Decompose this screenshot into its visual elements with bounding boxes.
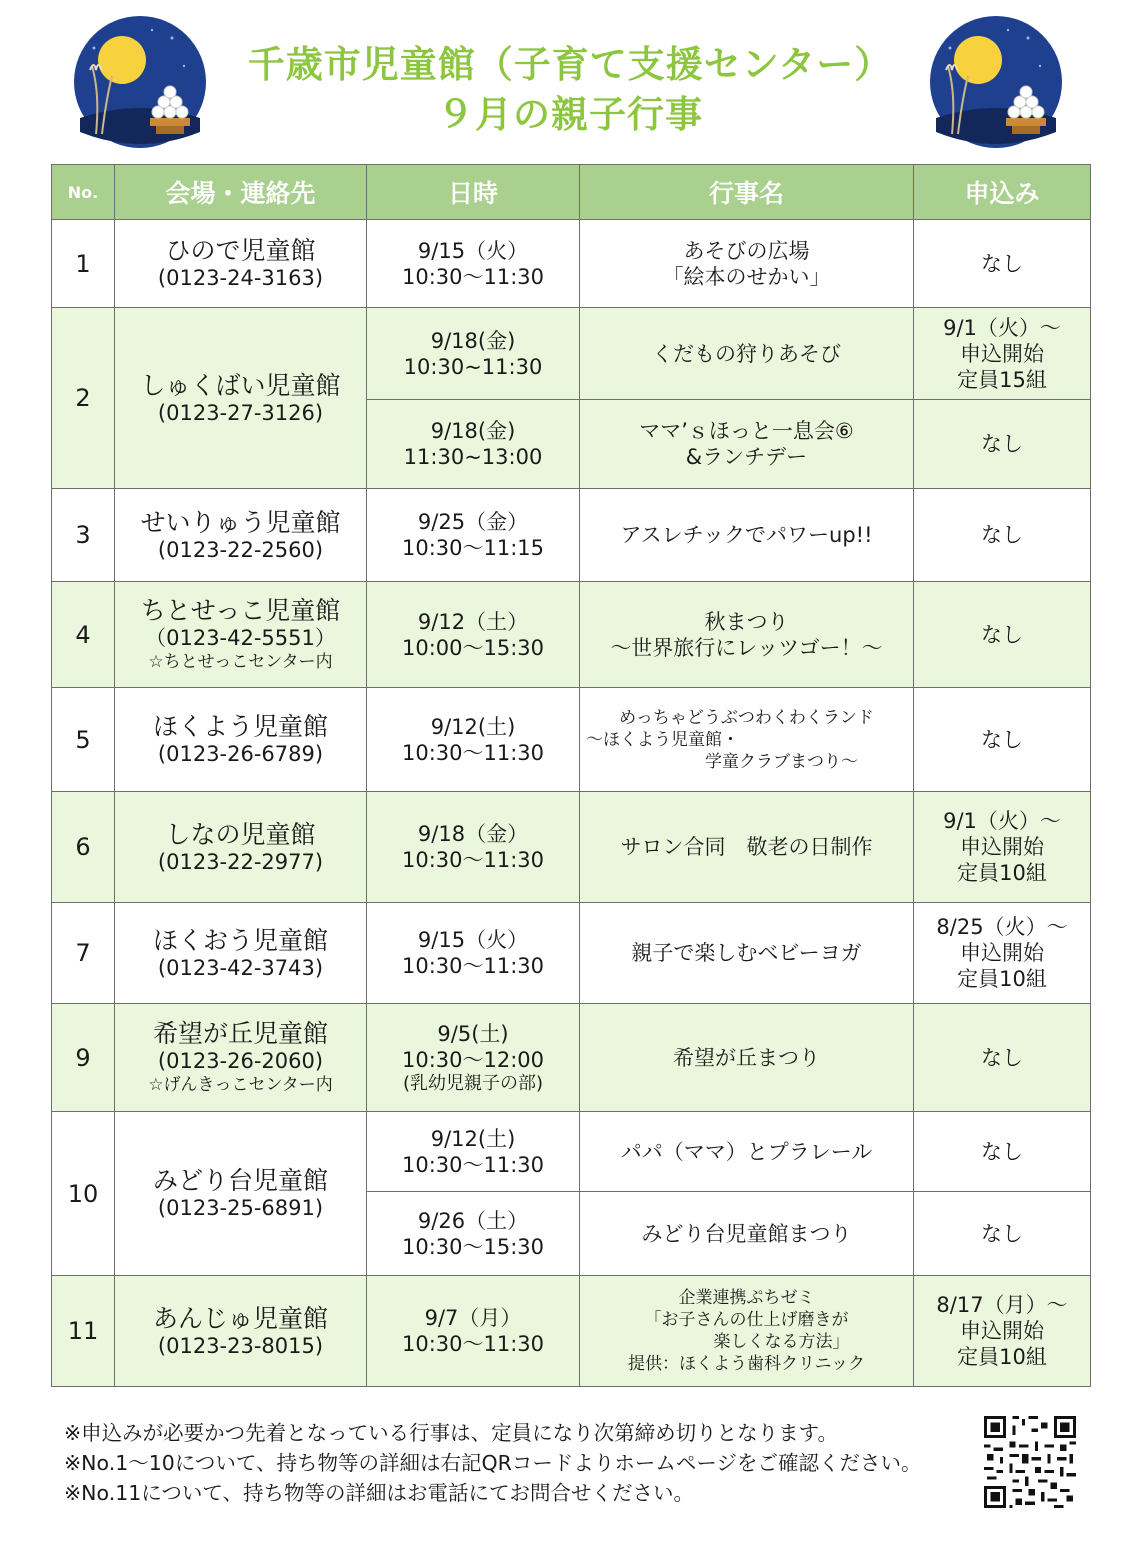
venue-cell (115, 220, 367, 308)
venue-cell (115, 308, 367, 489)
application-line: 9/1（火）～ (943, 315, 1061, 340)
application-line: 申込開始 (960, 1319, 1044, 1343)
event-name-line: 秋まつり (704, 609, 789, 634)
event-name-line: 希望が丘まつり (673, 1045, 820, 1070)
datetime-cell (367, 400, 580, 489)
table-row (52, 220, 1091, 308)
application-line: 9/1（火）～ (943, 809, 1061, 833)
event-name-line: ママ’ｓほっと一息会⑥ (639, 419, 854, 443)
venue-phone: (0123-22-2977) (157, 849, 324, 874)
event-time: 11:30~13:00 (403, 445, 543, 469)
title-line-1: 千歳市児童館（子育て支援センター） (247, 43, 893, 86)
venue-cell (115, 489, 367, 582)
event-name-cell (580, 400, 914, 489)
venue-phone: (0123-25-6891) (157, 1196, 324, 1220)
application-line: なし (981, 622, 1023, 647)
event-date: 9/7（月） (424, 1306, 522, 1330)
table-row (52, 688, 1091, 792)
event-name-line: ～ほくよう児童館・ (586, 729, 739, 750)
datetime-cell (367, 220, 580, 308)
event-name-cell (580, 489, 914, 582)
event-date: 9/15（火） (417, 928, 529, 952)
application-cell (914, 688, 1091, 792)
event-name-line: 学童クラブまつり～ (705, 751, 858, 772)
page-title (220, 40, 920, 140)
event-name-line: アスレチックでパワーup!! (620, 523, 873, 547)
table-row (52, 903, 1091, 1004)
venue-name: あんじゅ児童館 (152, 1303, 328, 1333)
title-line-2: ９月の親子行事 (437, 93, 703, 136)
event-name-line: 親子で楽しむベビーヨガ (631, 941, 862, 965)
venue-phone: (0123-24-3163) (157, 266, 324, 290)
venue-name: ひので児童館 (165, 236, 316, 265)
application-line: 定員10組 (957, 1345, 1047, 1369)
application-cell (914, 1112, 1091, 1192)
application-line: 申込開始 (960, 341, 1044, 366)
event-time: 10:30～11:30 (401, 1152, 545, 1177)
application-line: 8/25（火）～ (936, 915, 1068, 939)
application-cell (914, 1192, 1091, 1276)
datetime-cell (367, 688, 580, 792)
row-number: 10 (52, 1112, 115, 1276)
event-name-line: 楽しくなる方法」 (713, 1332, 850, 1352)
event-time: 10:30～11:30 (401, 848, 545, 872)
event-time: 10:30~11:30 (403, 354, 543, 379)
event-date: 9/18(金) (430, 419, 516, 443)
venue-cell (115, 1276, 367, 1387)
application-cell (914, 903, 1091, 1004)
header-event: 行事名 (580, 165, 914, 220)
application-line: 定員15組 (957, 367, 1047, 392)
footer-notes (64, 1418, 984, 1508)
event-time: 10:00～15:30 (401, 635, 545, 660)
venue-cell (115, 1004, 367, 1112)
venue-note: ☆ちとせっこセンター内 (148, 652, 333, 672)
application-cell (914, 582, 1091, 688)
header-datetime: 日時 (367, 165, 580, 220)
datetime-cell (367, 792, 580, 903)
event-time: 10:30～11:30 (401, 264, 545, 289)
row-number: 9 (52, 1004, 115, 1112)
row-number: 2 (52, 308, 115, 489)
event-name-cell (580, 1276, 914, 1387)
datetime-cell (367, 1276, 580, 1387)
event-name-cell (580, 1004, 914, 1112)
event-name-line: 提供：ほくよう歯科クリニック (628, 1354, 865, 1374)
venue-name: ほくよう児童館 (152, 712, 328, 741)
venue-name: ちとせっこ児童館 (140, 596, 341, 625)
datetime-cell (367, 1112, 580, 1192)
event-name-line: みどり台児童館まつり (641, 1221, 852, 1246)
application-line: 申込開始 (960, 941, 1044, 965)
application-line: 定員10組 (957, 861, 1047, 885)
application-cell (914, 220, 1091, 308)
row-number: 3 (52, 489, 115, 582)
event-date: 9/12（土） (417, 609, 529, 634)
event-date: 9/15（火） (417, 238, 529, 263)
event-date: 9/18（金） (417, 822, 529, 846)
table-header-row (52, 165, 1091, 220)
venue-note: ☆げんきっこセンター内 (148, 1075, 333, 1095)
event-time-note: (乳幼児親子の部) (402, 1072, 544, 1094)
event-time: 10:30～11:30 (401, 740, 545, 765)
venue-phone: (0123-23-8015) (157, 1333, 324, 1358)
row-number: 7 (52, 903, 115, 1004)
application-line: なし (981, 1045, 1023, 1070)
row-number: 11 (52, 1276, 115, 1387)
venue-phone: (0123-22-2560) (157, 537, 324, 562)
row-number: 5 (52, 688, 115, 792)
event-name-cell (580, 1112, 914, 1192)
application-line: 8/17（月）～ (936, 1293, 1068, 1317)
table-row (52, 1004, 1091, 1112)
event-name-line: めっちゃどうぶつわくわくランド (619, 707, 874, 728)
datetime-cell (367, 308, 580, 400)
venue-cell (115, 1112, 367, 1276)
event-name-cell (580, 308, 914, 400)
event-name-line: 企業連携ぷちゼミ (678, 1288, 815, 1308)
table-row (52, 1276, 1091, 1387)
event-name-line: サロン合同 敬老の日制作 (620, 835, 873, 859)
event-name-cell (580, 903, 914, 1004)
qr-code-icon[interactable] (984, 1416, 1076, 1508)
event-date: 9/25（金） (417, 510, 529, 534)
footer-note: ※No.1～10について、持ち物等の詳細は右記QRコードよりホームページをご確認ください。 (64, 1451, 922, 1475)
event-time: 10:30～11:30 (401, 1332, 545, 1356)
venue-cell (115, 792, 367, 903)
venue-phone: (0123-42-3743) (157, 955, 324, 980)
event-time: 10:30～11:15 (401, 536, 545, 560)
event-name-line: &ランチデー (685, 445, 808, 469)
application-line: なし (981, 432, 1023, 456)
venue-cell (115, 582, 367, 688)
application-cell (914, 308, 1091, 400)
application-cell (914, 792, 1091, 903)
application-cell (914, 400, 1091, 489)
venue-name: ほくおう児童館 (152, 925, 328, 955)
event-name-line: あそびの広場 (683, 238, 810, 263)
event-date: 9/18(金) (430, 328, 516, 353)
event-name-line: 「お子さんの仕上げ磨きが (644, 1310, 849, 1330)
table-row (52, 582, 1091, 688)
application-line: なし (981, 251, 1023, 276)
row-number: 4 (52, 582, 115, 688)
application-cell (914, 1276, 1091, 1387)
venue-name: しなの児童館 (165, 819, 316, 849)
footer-note: ※申込みが必要かつ先着となっている行事は、定員になり次第締め切りとなります。 (64, 1421, 839, 1445)
event-time: 10:30～15:30 (401, 1234, 545, 1259)
row-number: 1 (52, 220, 115, 308)
application-line: なし (981, 1139, 1023, 1164)
venue-cell (115, 688, 367, 792)
event-schedule-table (51, 164, 1091, 1387)
event-date: 9/26（土） (417, 1208, 529, 1233)
application-line: 定員10組 (957, 967, 1047, 991)
venue-phone: (0123-26-6789) (157, 742, 324, 766)
header-application: 申込み (914, 165, 1091, 220)
application-cell (914, 1004, 1091, 1112)
venue-name: みどり台児童館 (152, 1166, 328, 1195)
header-venue: 会場・連絡先 (115, 165, 367, 220)
table-row (52, 308, 1091, 400)
application-line: なし (981, 523, 1023, 547)
venue-phone: （0123-42-5551） (145, 626, 336, 650)
event-date: 9/5(土) (437, 1021, 509, 1046)
venue-phone: (0123-26-2060) (157, 1049, 324, 1073)
event-name-cell (580, 1192, 914, 1276)
event-name-line: 「絵本のせかい」 (662, 264, 831, 289)
event-name-cell (580, 582, 914, 688)
datetime-cell (367, 1192, 580, 1276)
moon-viewing-dango-icon (72, 14, 208, 150)
venue-name: しゅくばい児童館 (140, 370, 341, 400)
venue-phone: (0123-27-3126) (157, 400, 324, 425)
footer-note: ※No.11について、持ち物等の詳細はお電話にてお問合せください。 (64, 1481, 694, 1505)
table-row (52, 792, 1091, 903)
venue-name: 希望が丘児童館 (152, 1019, 328, 1048)
event-name-cell (580, 220, 914, 308)
application-cell (914, 489, 1091, 582)
datetime-cell (367, 903, 580, 1004)
venue-name: せいりゅう児童館 (140, 507, 341, 537)
application-line: 申込開始 (960, 835, 1044, 859)
event-name-cell (580, 792, 914, 903)
application-line: なし (981, 727, 1023, 752)
header-no: No. (52, 165, 115, 220)
datetime-cell (367, 489, 580, 582)
event-name-line: ～世界旅行にレッツゴー！～ (610, 635, 883, 660)
table-row (52, 1112, 1091, 1192)
event-name-line: パパ（ママ）とプラレール (620, 1139, 873, 1164)
table-row (52, 489, 1091, 582)
event-time: 10:30～11:30 (401, 954, 545, 978)
venue-cell (115, 903, 367, 1004)
event-name-cell (580, 688, 914, 792)
application-line: なし (981, 1221, 1023, 1246)
datetime-cell (367, 582, 580, 688)
event-date: 9/12(土) (430, 1126, 516, 1151)
event-time: 10:30～12:00 (401, 1047, 545, 1072)
event-date: 9/12(土) (430, 714, 516, 739)
datetime-cell (367, 1004, 580, 1112)
moon-viewing-dango-icon (928, 14, 1064, 150)
event-name-line: くだもの狩りあそび (652, 341, 841, 366)
row-number: 6 (52, 792, 115, 903)
